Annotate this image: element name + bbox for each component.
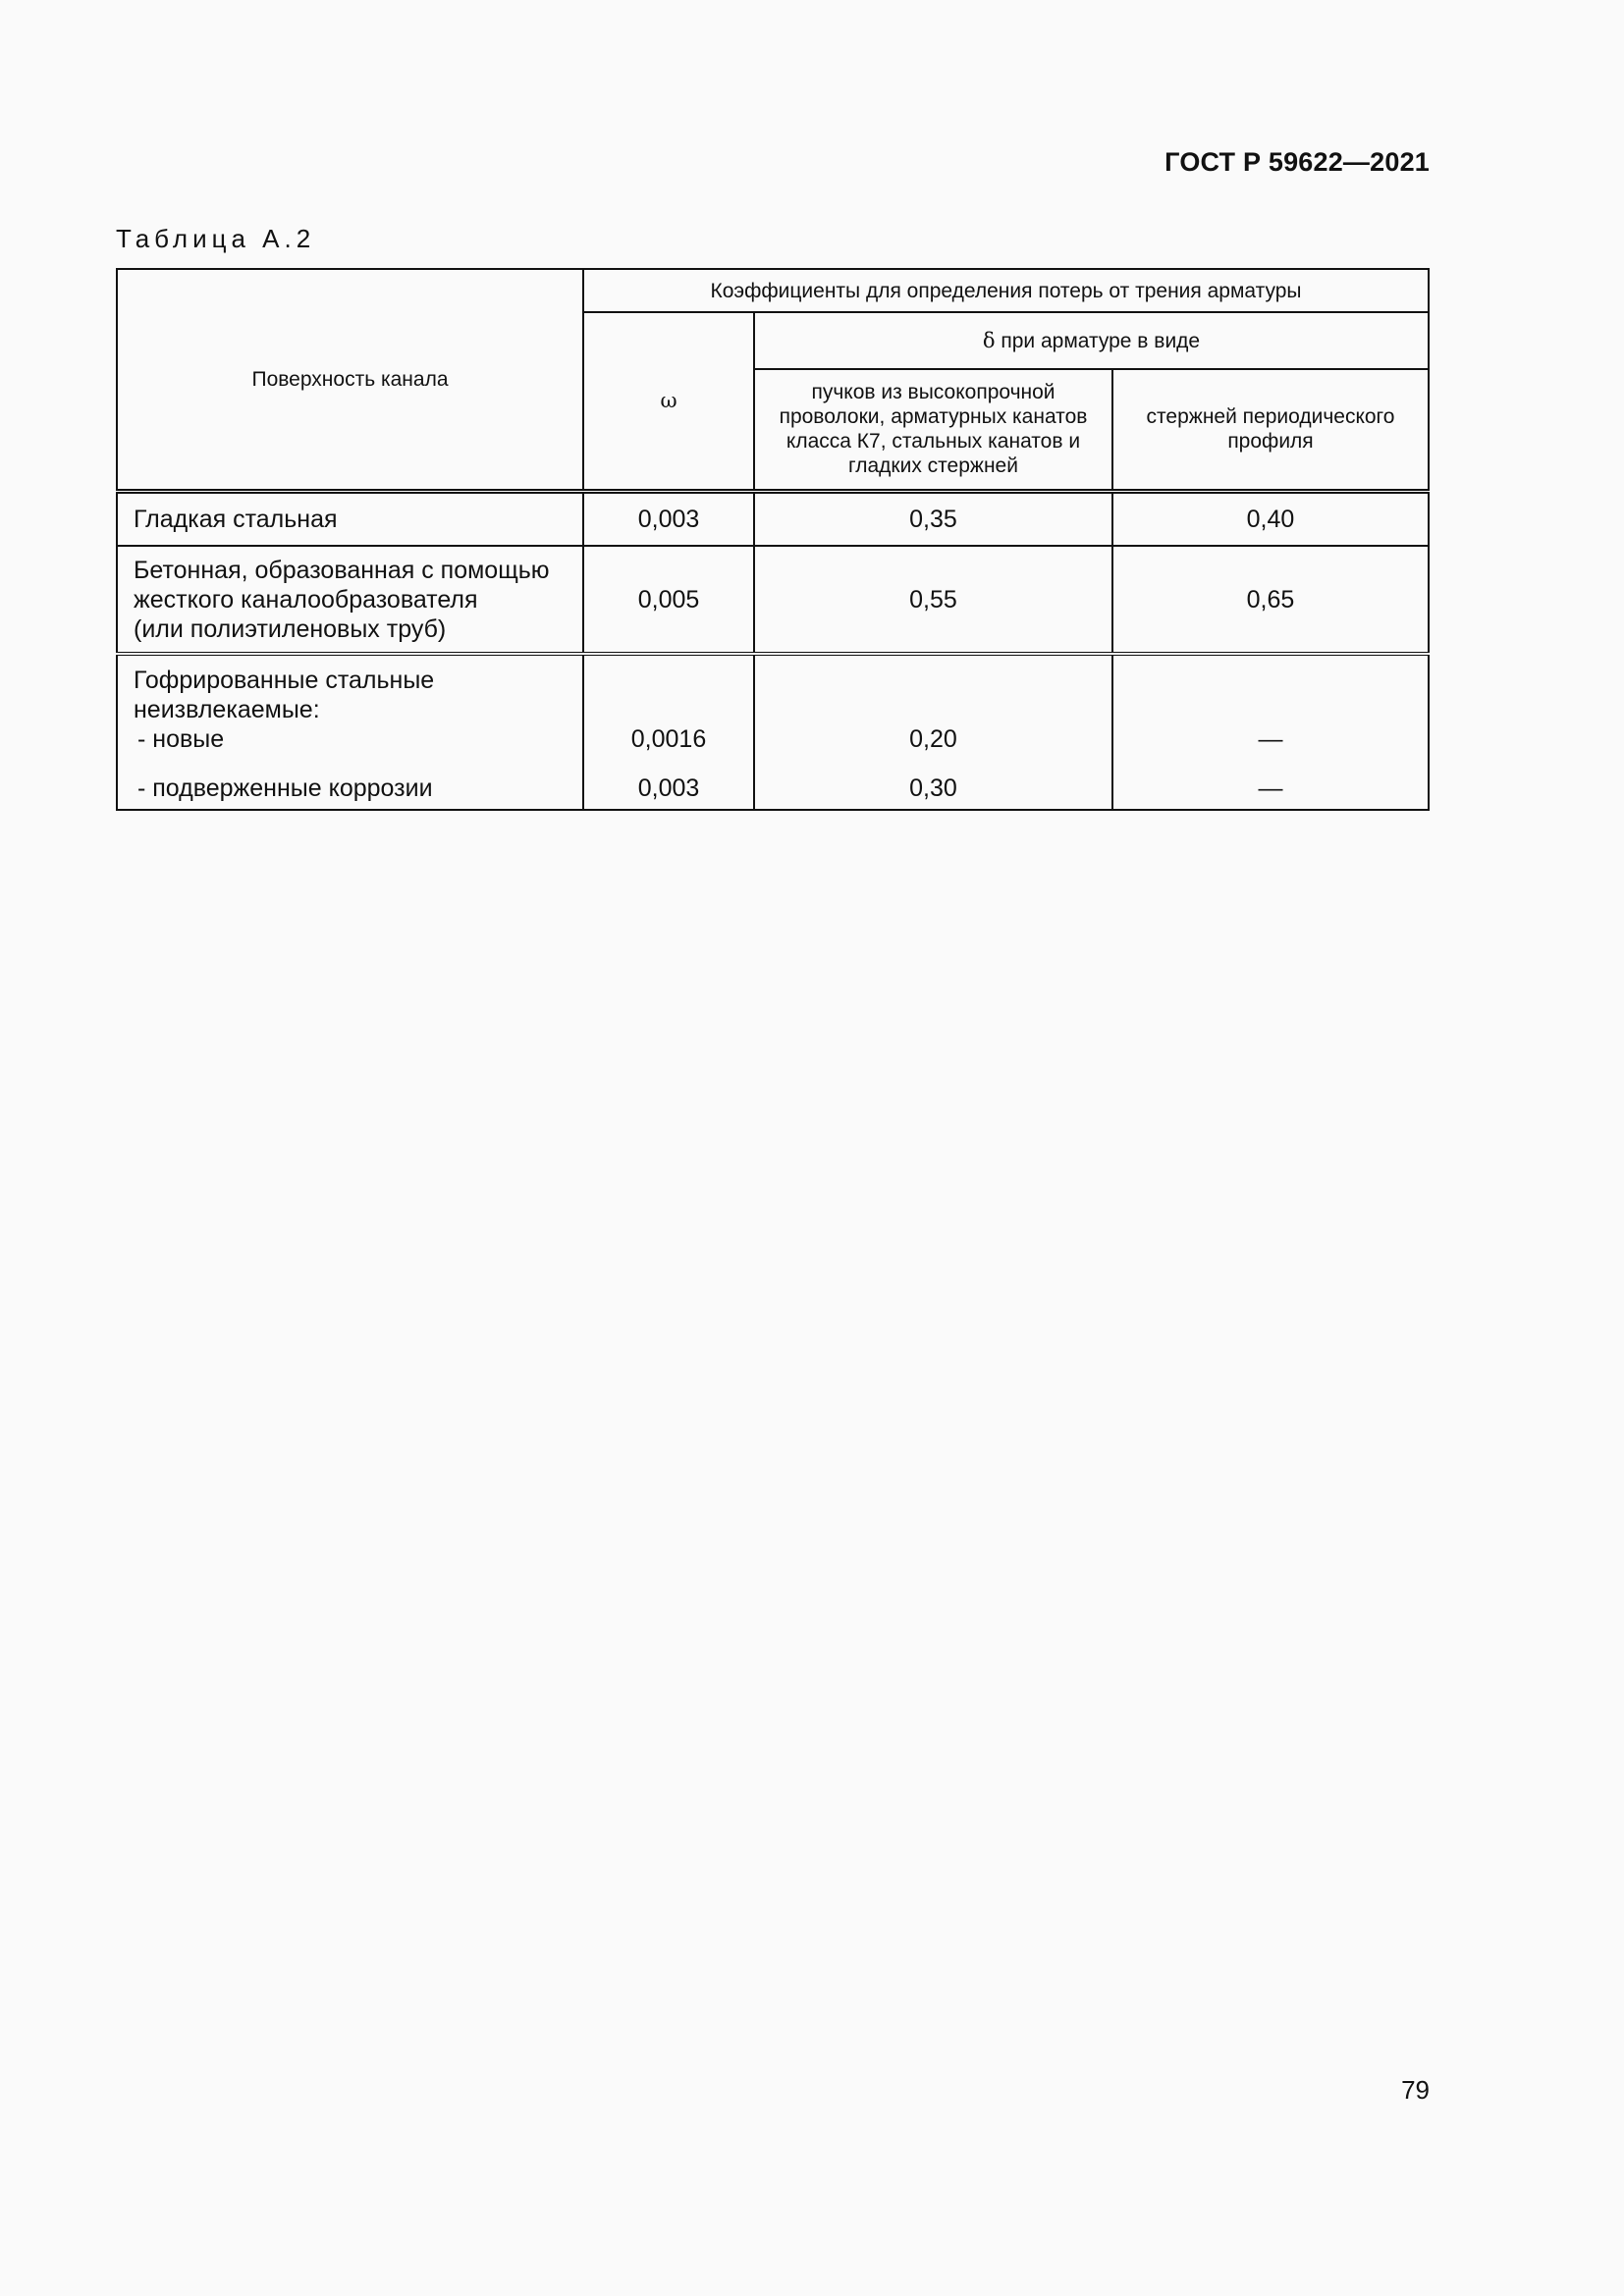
- page-number: 79: [1401, 2075, 1430, 2105]
- group-title-line: Гофрированные стальные: [134, 667, 435, 694]
- surface-cell: [117, 654, 583, 810]
- header-wire-reinforcement: [754, 369, 1112, 491]
- wire-delta-value: 0,20: [909, 725, 957, 753]
- surface-line: (или полиэтиленовых труб): [134, 614, 447, 643]
- bar-delta-value: —: [1258, 725, 1283, 753]
- table-caption: Таблица А.2: [116, 224, 316, 253]
- header-delta: [754, 312, 1429, 369]
- header-bar-line: стержней периодического: [1146, 405, 1395, 429]
- surface-line: Гладкая стальная: [134, 505, 338, 533]
- bar-delta-values: [1112, 654, 1429, 810]
- header-bar-reinforcement: [1112, 369, 1429, 491]
- omega-value: 0,003: [637, 774, 700, 802]
- omega-value: 0,003: [583, 491, 754, 546]
- table-row: [117, 491, 1429, 546]
- header-wire-line: класса К7, стальных канатов и: [785, 430, 1081, 454]
- wire-delta-values: [754, 654, 1112, 810]
- group-title-line: неизвлекаемые:: [134, 696, 320, 723]
- delta-symbol: δ: [982, 328, 996, 352]
- bar-delta-value: —: [1258, 774, 1283, 802]
- surface-line: жесткого каналообразователя: [134, 585, 478, 614]
- group-item-label: - подверженные коррозии: [137, 774, 433, 802]
- table-row-group: [117, 654, 1429, 810]
- wire-delta-value: 0,35: [754, 491, 1112, 546]
- group-item-label: - новые: [137, 725, 225, 753]
- surface-line: Бетонная, образованная с помощью: [134, 556, 550, 584]
- omega-value: 0,0016: [630, 725, 707, 753]
- omega-values: [583, 654, 754, 810]
- header-coefficients: Коэффициенты для определения потерь от трения арматуры: [583, 269, 1429, 312]
- delta-text: при арматуре в виде: [995, 329, 1201, 352]
- header-surface: Поверхность канала: [117, 269, 583, 491]
- document-id: ГОСТ Р 59622—2021: [1164, 147, 1430, 177]
- header-wire-line: проволоки, арматурных канатов: [779, 405, 1088, 429]
- header-wire-line: гладких стержней: [848, 454, 1018, 478]
- header-bar-line: профиля: [1227, 430, 1314, 454]
- header-wire-line: пучков из высокопрочной: [811, 381, 1056, 404]
- omega-value: 0,005: [583, 546, 754, 654]
- bar-delta-value: 0,40: [1112, 491, 1429, 546]
- table-row: [117, 546, 1429, 654]
- bar-delta-value: 0,65: [1112, 546, 1429, 654]
- wire-delta-value: 0,55: [754, 546, 1112, 654]
- header-omega: ω: [583, 312, 754, 491]
- wire-delta-value: 0,30: [909, 774, 957, 802]
- surface-cell: [117, 491, 583, 546]
- surface-cell: [117, 546, 583, 654]
- friction-coefficients-table: [116, 268, 1430, 811]
